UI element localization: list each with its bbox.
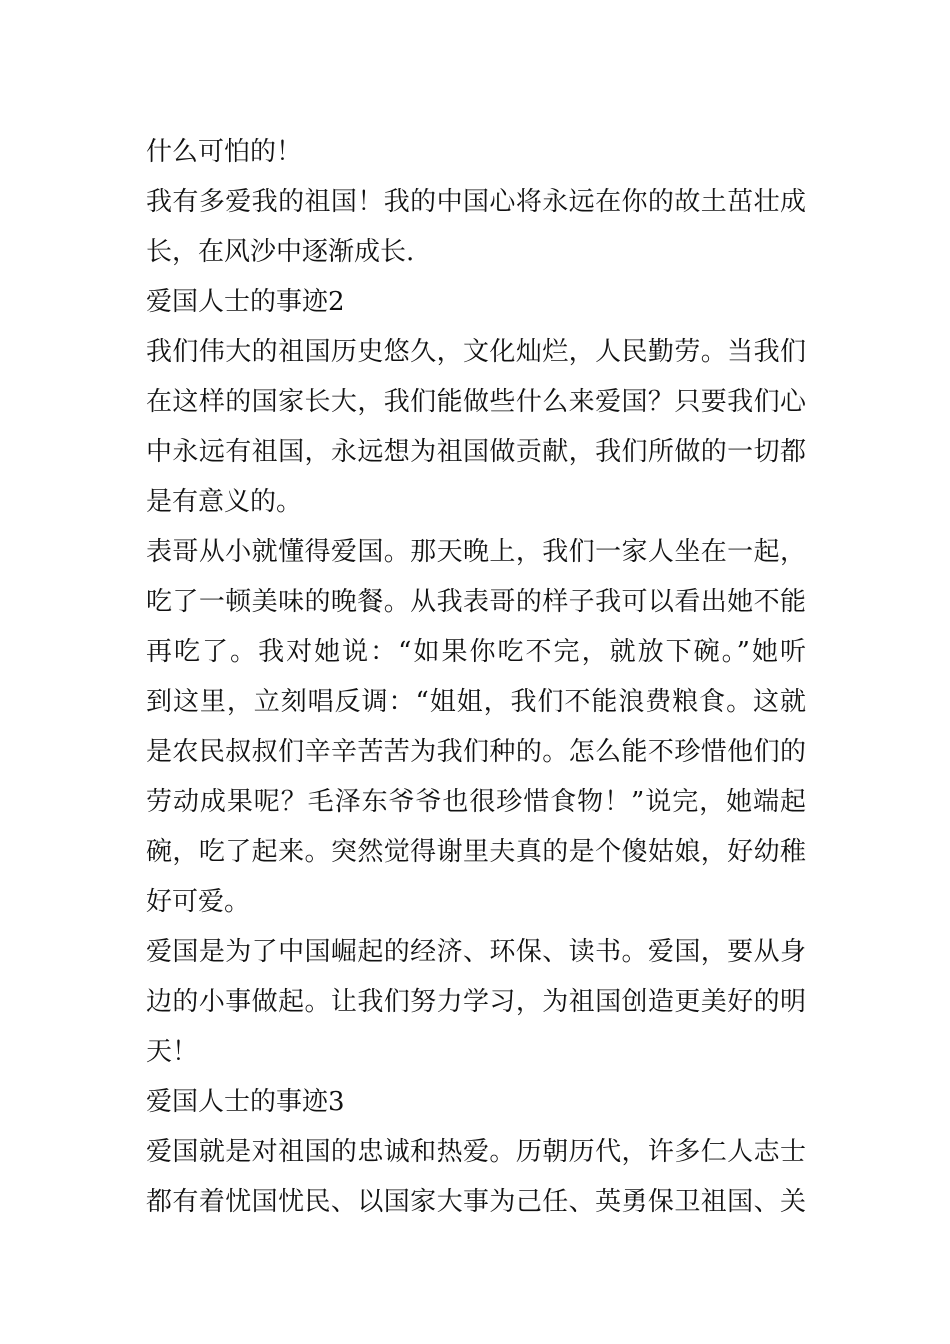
- text-line: 什么可怕的！: [146, 137, 303, 167]
- text-line: 都有着忧国忧民、以国家大事为己任、英勇保卫祖国、关: [146, 1187, 806, 1217]
- text-line: 碗，吃了起来。突然觉得谢里夫真的是个傻姑娘，好幼稚: [146, 837, 806, 867]
- text-line: 长，在风沙中逐渐成长.: [146, 237, 415, 267]
- section-heading: 爱国人士的事迹3: [146, 1087, 345, 1117]
- text-line: 在这样的国家长大，我们能做些什么来爱国？只要我们心: [146, 387, 806, 417]
- text-line: 表哥从小就懂得爱国。那天晚上，我们一家人坐在一起，: [146, 537, 806, 567]
- text-line: 劳动成果呢？毛泽东爷爷也很珍惜食物！”说完，她端起: [146, 787, 806, 817]
- text-line: 天！: [146, 1037, 199, 1067]
- text-line: 到这里，立刻唱反调：“姐姐，我们不能浪费粮食。这就: [146, 687, 806, 717]
- text-line: 是有意义的。: [146, 487, 303, 517]
- text-line: 中永远有祖国，永远想为祖国做贡献，我们所做的一切都: [146, 437, 806, 467]
- text-line: 爱国就是对祖国的忠诚和热爱。历朝历代，许多仁人志士: [146, 1137, 806, 1167]
- text-line: 吃了一顿美味的晚餐。从我表哥的样子我可以看出她不能: [146, 587, 806, 617]
- text-line: 好可爱。: [146, 887, 251, 917]
- text-line: 再吃了。我对她说：“如果你吃不完，就放下碗。”她听: [146, 637, 806, 667]
- section-heading: 爱国人士的事迹2: [146, 287, 345, 317]
- text-line: 我有多爱我的祖国！我的中国心将永远在你的故土茁壮成: [146, 187, 806, 217]
- text-line: 爱国是为了中国崛起的经济、环保、读书。爱国，要从身: [146, 937, 806, 967]
- text-line: 是农民叔叔们辛辛苦苦为我们种的。怎么能不珍惜他们的: [146, 737, 806, 767]
- text-line: 我们伟大的祖国历史悠久，文化灿烂，人民勤劳。当我们: [146, 337, 806, 367]
- text-line: 边的小事做起。让我们努力学习，为祖国创造更美好的明: [146, 987, 806, 1017]
